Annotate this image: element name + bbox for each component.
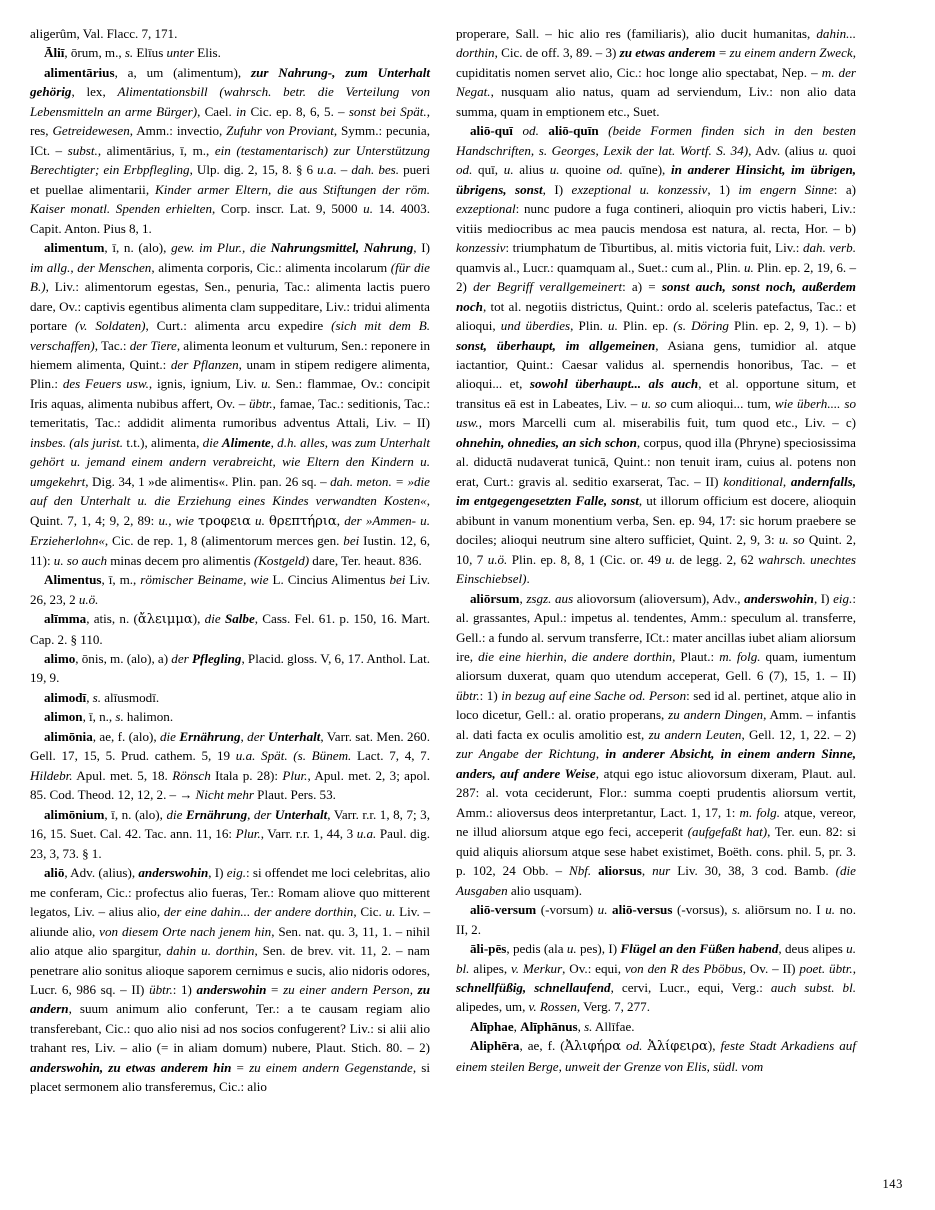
- dictionary-entry: aligerûm, Val. Flacc. 7, 171.: [30, 26, 178, 41]
- dictionary-entry: Alimentus, ī, m., römischer Beiname, wie L. Cincius Alimentus bei Liv. 26, 23, 2 u.ö.: [30, 572, 431, 607]
- dictionary-entry: alimentārius, a, um (alimentum), zur Nahrung-, zum Unterhalt gehörig, lex, Alimentationsbill (wahrsch. betr. die Verteilung von Lebensmitteln an arme Bürger), Cael. in Cic. ep. 8, 6, 5. – sonst bei Spät., res, Getreidewesen, Amm.: invectio, Zufuhr von Proviant, Symm.: pecunia, ICt. – subst., alimentārius, ī, m., ein (testamentarisch) zur Unterstützung Berechtigter; ein Erbpflegling, Ulp. dig. 2, 15, 8. § 6 u.a. – dah. bes. pueri et puellae alimentarii, Kinder armer Eltern, die aus Stiftungen der röm. Kaiser monatl. Spenden erhielten, Corp. inscr. Lat. 9, 5000 u. 14. 4003. Capit. Anton. Pius 8, 1.: [30, 64, 431, 236]
- dictionary-entry: alimo, ōnis, m. (alo), a) der Pflegling, Placid. gloss. V, 6, 17. Anthol. Lat. 19, 9.: [30, 651, 430, 686]
- right-column: [456, 24, 856, 1076]
- dictionary-entry: āli-pēs, pedis (ala u. pes), I) Flügel an den Füßen habend, deus alipes u. bl. alipes, v. Merkur, Ov.: equi, von den R des Pböbus, Ov. – II) poet. übtr., schnellfüßig, schnellaufend, cervi, Lucr., equi, Verg.: auch subst. bl. alipedes, um, v. Rossen, Verg. 7, 277.: [456, 941, 856, 1015]
- dictionary-entry: Āliī, ōrum, m., s. Elīus unter Elis.: [44, 45, 221, 61]
- page-columns: [30, 24, 905, 1174]
- dictionary-entry: aliō, Adv. (alius), anderswohin, I) eig.: si offendet me loci celebritas, alio me conferam, Cic.: profectus alio fueras, Ter.: Romam aliove quo mitterent legatos, Liv. – alius alio, der eine dahin... der andere dorthin, Cic. u. Liv. – aliunde alio, von diesem Orte nach jenem hin, Sen. nat. qu. 3, 11, 1. – nihil alio atque alio spargitur, dahin u. dorthin, Sen. de brev. vit. 11, 2. – nam penetrare alio sonitus alioque saporem cernimus e sucis, alio nidoris odores, Lucr. 6, 986 sq. – II) übtr.: 1) anderswohin = zu einer andern Person, zu andern, suum animum alio conferunt, Ter.: a te causam regiam alio transferebant, Cic.: quo alio nisi ad nos socios confugerent? Liv.: si alii alio trahant res, Liv. – alio (= in aliam domum) nubere, Plaut. Stich. 80. – 2) anderswohin, zu etwas anderem hin = zu einem andern Gegenstande, si placet sermonem alio transferemus, Cic.: alio: [30, 865, 431, 1095]
- dictionary-entry: alimentum, ī, n. (alo), gew. im Plur., die Nahrungsmittel, Nahrung, I) im allg., der Menschen, alimenta corporis, Cic.: alimenta incolarum (für die B.), Liv.: alimentorum egestas, Sen., penuria, Tac.: alimenta lactis puero dare, Ov.: captivis egentibus alimenta clam suppeditare, Liv.: tridui alimenta portare (v. Soldaten), Curt.: alimenta arcu expedire (sich mit dem B. verschaffen), Tac.: der Tiere, alimenta leonum et vulturum, Sen.: reponere in hiemem alimenta, Quint.: der Pflanzen, unam in stipem redigere alimenta, Plin.: des Feuers usw., ignis, ignium, Liv. u. Sen.: flammae, Ov.: concipit Iris aquas, alimenta nubibus affert, Ov. – übtr., famae, Tac.: seditionis, Tac.: temeritatis, Tac.: addidit alimenta rumoribus adventus Attali, Liv. – II) insbes. (als jurist. t.t.), alimenta, die Alimente, d.h. alles, was zum Unterhalt gehört u. jemand einem andern verabreicht, wie Eltern den Kindern u. umgekehrt, Dig. 34, 1 »de alimentis«. Plin. pan. 26 sq. – dah. meton. = »die auf den Unterhalt u. die Erziehung eines Kindes verwandten Kosten«, Quint. 7, 1, 4; 9, 2, 89: u., wie τροφεια u. θρεπτήρια, der »Ammen- u. Erzieherlohn«, Cic. de rep. 1, 8 (alimentorum merces gen. bei Iustin. 12, 6, 11): u. so auch minas decem pro alimentis (Kostgeld) dare, Ter. heaut. 836.: [30, 240, 431, 568]
- dictionary-entry: properare, Sall. – hic alio res (familiaris), alio ducit humanitas, dahin... dorthin, Cic. de off. 3, 89. – 3) zu etwas anderem = zu einem andern Zweck, cupiditatis nomen servet alio, Cic.: hoc longe alio spectabat, Nep. – m. der Negat., nusquam alio natus, quam ad serviendum, Liv.: non alio data summa, quam in emptionem etc., Suet.: [456, 26, 857, 119]
- dictionary-entry: Aliphēra, ae, f. (Ἀλιφήρα od. Ἀλίφειρα), feste Stadt Arkadiens auf einem steilen Berge, unweit der Grenze von Elis, südl. vom: [456, 1038, 856, 1074]
- dictionary-entry: aliō-versum (-vorsum) u. aliō-versus (-vorsus), s. aliōrsum no. I u. no. II, 2.: [456, 902, 856, 937]
- dictionary-entry: alimōnia, ae, f. (alo), die Ernährung, der Unterhalt, Varr. sat. Men. 260. Gell. 17, 15, 5. Prud. cathem. 5, 19 u.a. Spät. (s. Bünem. Lact. 7, 4, 7. Hildebr. Apul. met. 5, 18. Rönsch Itala p. 28): Plur., Apul. met. 2, 3; apol. 85. Cod. Theod. 12, 12, 2. – → Nicht mehr Plaut. Pers. 53.: [30, 728, 431, 803]
- page-number: 143: [882, 1177, 903, 1191]
- dictionary-entry: Alīphae, Alīphānus, s. Allīfae.: [470, 1018, 635, 1034]
- dictionary-entry: alīmma, atis, n. (ἄλειμμα), die Salbe, Cass. Fel. 61. p. 150, 16. Mart. Cap. 2. § 110.: [30, 611, 431, 647]
- dictionary-entry: alimon, ī, n., s. halimon.: [44, 709, 174, 725]
- left-column: [30, 24, 430, 1097]
- dictionary-entry: aliōrsum, zsgz. aus aliovorsum (alioversum), Adv., anderswohin, I) eig.: al. grassantes, Apul.: impetus al. tendentes, Amm.: speculum al. transferre, Gell.: a fundo al. servum transferre, ICt.: mater ancillas iubet aliam aliorsum ire, die eine hierhin, die andere dorthin, Plaut.: m. folg. quam, iumentum aliorsum duxerat, quam quo utendum acceperat, Gell. 6 (7), 15, 1. – II) übtr.: 1) in bezug auf eine Sache od. Person: sed id al. pertinet, atque alio in loco dicetur, Gell.: al. oratio properans, zu andern Dingen, Amm. – infantis al. dati facta ex oculis amolitio est, zu andern Leuten, Gell. 12, 1, 22. – 2) zur Angabe der Richtung, in anderer Absicht, in einem andern Sinne, anders, auf andere Weise, atqui ego istuc aliovorsum dixeram, Plaut. aul. 287: al. vota ceciderunt, Flor.: summa coepti prudentis aliorsum vertit, Amm.: alioversus deos interpretantur, Lact. 1, 17, 1: m. folg. atque, vereor, ne illud aliorsum atque ego feci, acceperit (aufgefaßt hat), Ter. eun. 82: si quid aliquis aliorsum atque sese habet existimet, Boëth. cons. phil. 5, pr. 3. p. 102, 24 Obb. – Nbf. aliorsus, nur Liv. 30, 38, 3 cod. Bamb. (die Ausgaben alio usquam).: [456, 590, 857, 898]
- dictionary-entry: alimodī, s. alīusmodī.: [44, 689, 160, 705]
- dictionary-entry: aliō-quī od. aliō-quīn (beide Formen finden sich in den besten Handschriften, s. Georges, Lexik der lat. Wortf. S. 34), Adv. (alius u. quoi od. quī, u. alius u. quoine od. quīne), in anderer Hinsicht, im übrigen, übrigens, sonst, I) exzeptional u. konzessiv, 1) im engern Sinne: a) exzeptional: nunc pudore a fuga contineri, alioquin pro victis haberi, Liv.: vitiis mediocribus ac mea paucis mendosa est natura, al. recta, Hor. – b) konzessiv: triumphatum de Tiburtibus, al. mitis victoria fuit, Liv.: dah. verb. quamvis al., Lucr.: quamquam al., Suet.: cum al., Plin. u. Plin. ep. 2, 19, 6. – 2) der Begriff verallgemeinert: a) = sonst auch, sonst noch, außerdem noch, tot al. negotiis districtus, Quint.: ordo al. sceleris patefactus, Tac.: et alioqui, und überdies, Plin. u. Plin. ep. (s. Döring Plin. ep. 2, 9, 1). – b) sonst, überhaupt, im allgemeinen, Asiana gens, tumidior al. atque iactantior, Quint.: Caesar validus al. spernendis honoribus, Tac. – et alioqui... et, sowohl überhaupt... als auch, et al. opportune situm, et transitus eā est in Labeates, Liv. – u. so cum alioqui... tum, wie überh.... so usw., mors Marcelli cum al. miserabilis fuit, tum quod etc., Liv. – c) ohnehin, ohnedies, an sich schon, corpus, quod illa (Phryne) speciosissima al. diductā nudaverat tunicā, Quint.: non tenuit iram, cuius al. potens non erat, Curt.: gravis al. seditio exarserat, Tac. – II) konditional, andernfalls, im entgegengesetzten Falle, sonst, ut illorum officium est docere, alioquin abibunt in vanum monentium verba, Sen. ep. 94, 17: sic horum praebere se dociles; alioqui neutrum sine altero sufficiet, Quint. 2, 9, 3: u. so Quint. 2, 10, 7 u.ö. Plin. ep. 8, 8, 1 (Cic. or. 49 u. de legg. 2, 62 wahrsch. unechtes Einschiebsel).: [456, 123, 857, 587]
- dictionary-entry: alimōnium, ī, n. (alo), die Ernährung, der Unterhalt, Varr. r.r. 1, 8, 7; 3, 16, 15. Suet. Cal. 42. Tac. ann. 11, 16: Plur., Varr. r.r. 1, 44, 3 u.a. Paul. dig. 23, 3, 73. § 1.: [30, 806, 430, 861]
